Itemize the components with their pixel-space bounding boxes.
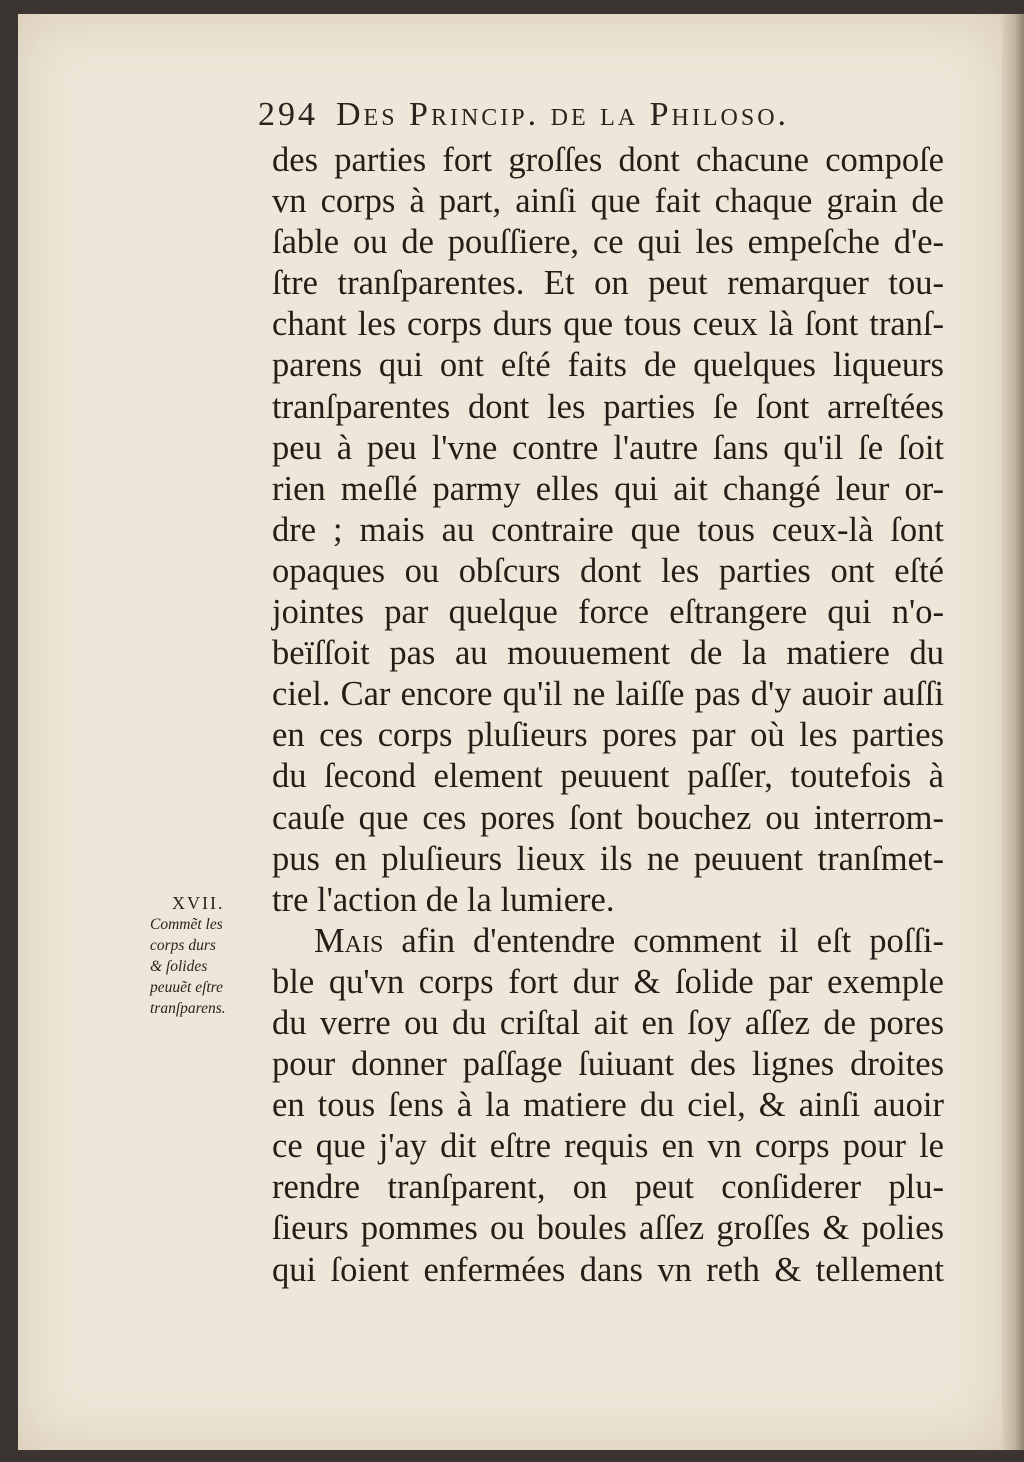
- text-line: ſieurs pommes ou boules aſſez groſſes & polies: [272, 1209, 944, 1248]
- page-number: 294: [258, 96, 318, 133]
- text-line: ſable ou de pouſſiere, ce qui les empeſche d'e-: [272, 223, 944, 262]
- text-line: dre ; mais au contraire que tous ceux-là ſont: [272, 510, 944, 549]
- margin-note-line: Commẽt les: [150, 916, 223, 933]
- text-line: des parties fort groſſes dont chacune compoſe: [272, 141, 944, 179]
- text-fragment: afin d'entendre comment il eſt poſſi-: [383, 921, 944, 960]
- text-line: parens qui ont eſté faits de quelques liqueurs: [272, 346, 944, 385]
- text-line: chant les corps durs que tous ceux là ſont tranſ-: [272, 305, 944, 344]
- text-line: rendre tranſparent, on peut conſiderer plu-: [272, 1168, 944, 1207]
- margin-note: [150, 893, 268, 1019]
- text-line: du ſecond element peuuent paſſer, toutefois à: [272, 757, 944, 796]
- text-line: qui ſoient enfermées dans vn reth & tellement: [272, 1250, 944, 1289]
- article-number: XVII.: [172, 893, 225, 913]
- margin-note-line: tranſparens.: [150, 1000, 226, 1017]
- text-line: en tous ſens à la matiere du ciel, & ainſi auoir: [272, 1086, 944, 1125]
- margin-note-line: corps durs: [150, 937, 216, 954]
- running-title: Des Princip. de la Philoso.: [336, 96, 790, 133]
- paragraph-initial: Mais: [314, 921, 384, 960]
- paragraph-first-line: [272, 921, 944, 962]
- text-line: ſtre tranſparentes. Et on peut remarquer tou-: [272, 264, 944, 303]
- text-line: rien meſlé parmy elles qui ait changé leur or-: [272, 469, 944, 508]
- text-line: cauſe que ces pores ſont bouchez ou interrom-: [272, 798, 944, 837]
- text-line: peu à peu l'vne contre l'autre ſans qu'il ſe ſoit: [272, 428, 944, 467]
- text-line: opaques ou obſcurs dont les parties ont eſté: [272, 551, 944, 590]
- text-line: vn corps à part, ainſi que fait chaque grain de: [272, 182, 944, 221]
- text-line: ble qu'vn corps fort dur & ſolide par exemple: [272, 962, 944, 1001]
- text-line: tre l'action de la lumiere.: [272, 880, 615, 919]
- text-line: pus en pluſieurs lieux ils ne peuuent tranſmet-: [272, 839, 944, 878]
- margin-note-line: peuuẽt eſtre: [150, 979, 224, 996]
- text-line: jointes par quelque force eſtrangere qui n'o-: [272, 593, 944, 632]
- main-text: [272, 140, 944, 1291]
- text-line: ce que j'ay dit eſtre requis en vn corps pour le: [272, 1127, 944, 1166]
- text-line: du verre ou du criſtal ait en ſoy aſſez de pores: [272, 1003, 944, 1042]
- text-line: tranſparentes dont les parties ſe ſont arreſtées: [272, 387, 944, 426]
- text-line: en ces corps pluſieurs pores par où les parties: [272, 716, 944, 755]
- text-line: pour donner paſſage ſuiuant des lignes droites: [272, 1045, 944, 1084]
- text-line: ciel. Car encore qu'il ne laiſſe pas d'y auoir auſſi: [272, 675, 944, 714]
- text-line: beïſſoit pas au mouuement de la matiere du: [272, 634, 944, 673]
- margin-note-line: & ſolides: [150, 958, 208, 975]
- page-edge: [1002, 14, 1024, 1450]
